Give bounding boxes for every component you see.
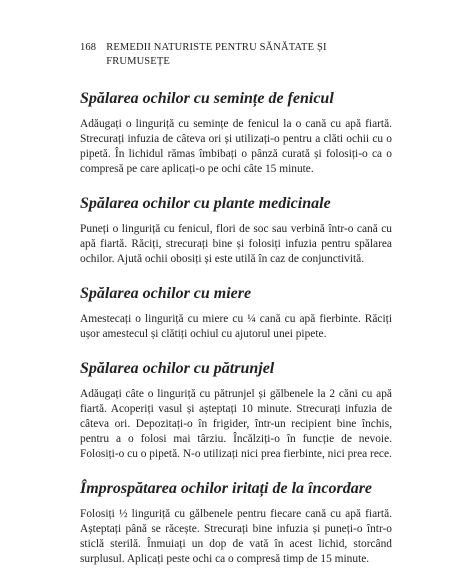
section-body: Puneți o linguriță cu fenicul, flori de soc sau verbină într-o cană cu apă fiartă. Răciți, strecurați bine și folosiți infuzia pentru spălarea ochilor. Ajută ochii obosiți și este utilă în caz de conjunctivită. <box>80 223 392 265</box>
section-title: Împrospătarea ochilor iritați de la încordare <box>80 480 373 497</box>
remedy-section <box>80 284 392 342</box>
section-body: Folosiți ½ linguriță cu gălbenele pentru fiecare cană cu apă fiartă. Așteptați până se răcește. Strecurați bine infuzia și puneți-o într-o sticlă sterilă. Înmuiați un dop de vată în acest lichid, storcând surplusul. Aplicați peste ochi ca o compresă timp de 15 minute. <box>80 508 392 565</box>
section-title: Spălarea ochilor cu miere <box>80 285 252 302</box>
section-title: Spălarea ochilor cu pătrunjel <box>80 360 275 377</box>
running-header <box>80 41 392 69</box>
section-body: Adăugați câte o linguriță cu pătrunjel și gălbenele la 2 căni cu apă fiartă. Acoperiți vasul și așteptați 10 minute. Strecurați infuzia de câteva ori. Depozitați-o în frigider, într-un recipient bine închis, pentru a o folosi mai târziu. Încălziți-o în funcție de nevoie. Folosiți-o cu o pipetă. N-o utilizați nici prea fierbinte, nici prea rece. <box>80 388 392 460</box>
remedy-section <box>80 479 392 567</box>
section-title: Spălarea ochilor cu semințe de fenicul <box>80 90 334 107</box>
page-number: 168 <box>80 42 97 53</box>
remedy-section <box>80 194 392 267</box>
section-body: Amestecați o linguriță cu miere cu ¼ cană cu apă fierbinte. Răciți ușor amestecul și clătiți ochiul cu ajutorul unei pipete. <box>80 313 392 340</box>
section-body: Adăugați o linguriță cu semințe de fenicul la o cană cu apă fiartă. Strecurați infuzia de câteva ori și utilizați-o pentru a clăti ochii cu o pipetă. În lichidul rămas îmbibați o pânză curată și folosiți-o ca o compresă pe care aplicați-o pe ochi câte 15 minute. <box>80 118 392 175</box>
section-title: Spălarea ochilor cu plante medicinale <box>80 195 331 212</box>
running-title: REMEDII NATURISTE PENTRU SĂNĂTATE ȘI FRUMUSEȚE <box>106 42 327 67</box>
remedy-section <box>80 89 392 177</box>
remedy-section <box>80 359 392 462</box>
